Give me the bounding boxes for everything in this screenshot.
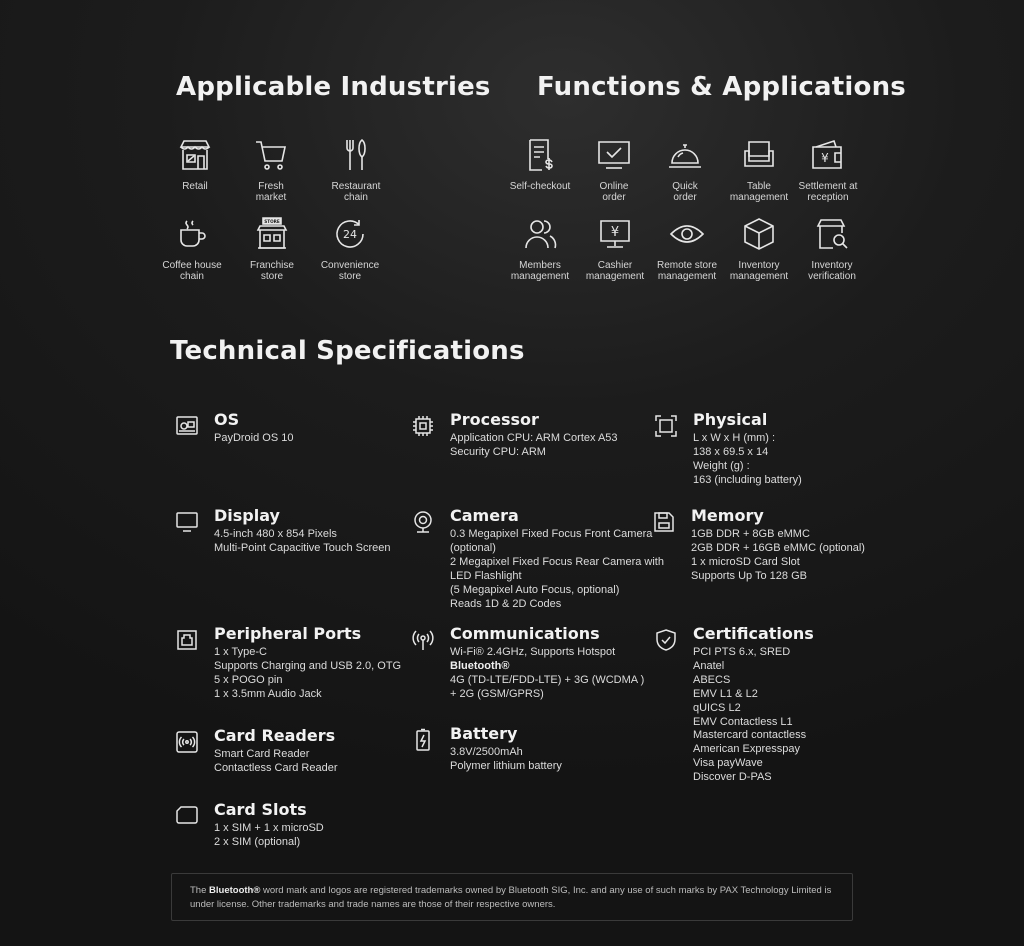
sim-card-icon <box>175 804 199 828</box>
spec-line: Discover D-PAS <box>693 771 772 784</box>
cashier-yen-icon <box>597 216 633 252</box>
port-icon <box>175 628 199 652</box>
clock-24-text: 24 <box>343 228 357 241</box>
monitor-check-icon <box>596 137 632 173</box>
spec-line: PCI PTS 6.x, SRED <box>693 646 791 658</box>
function-label: Table <box>747 181 771 192</box>
spec-line: 3.8V/2500mAh <box>450 746 523 758</box>
processor-icon <box>411 414 435 438</box>
industry-franchise-store <box>232 216 312 282</box>
function-label: Self-checkout <box>509 181 571 192</box>
industry-retail <box>155 137 235 192</box>
spec-line: 4G (TD-LTE/FDD-LTE) + 3G (WCDMA ) <box>450 673 645 686</box>
dimensions-icon <box>654 414 678 438</box>
store-sign-text: STORE <box>264 219 280 224</box>
spec-line: Reads 1D & 2D Codes <box>450 597 562 610</box>
industry-coffee-house <box>152 216 232 282</box>
function-label: management <box>657 271 717 282</box>
spec-line: American Expresspay <box>693 743 800 756</box>
spec-line: Weight (g) : <box>693 459 750 472</box>
trademark-rest: word mark and logos are registered trademarks owned by Bluetooth SIG, Inc. and any use of such marks by PAX Technology Limited is under license. Other trademarks and trade names are those of their respective owners. <box>190 885 832 910</box>
industry-label: Fresh <box>258 181 284 192</box>
function-self-checkout <box>500 137 580 192</box>
spec-title: Certifications <box>693 624 814 643</box>
seat-icon <box>741 137 777 173</box>
function-members <box>500 216 580 282</box>
spec-line: 1GB DDR + 8GB eMMC <box>691 528 810 540</box>
receipt-dollar-icon <box>522 137 558 173</box>
spec-line: 1 x Type-C <box>214 646 267 658</box>
industry-convenience-store <box>310 216 390 282</box>
function-label: Quick <box>672 181 698 192</box>
function-label: Members <box>519 260 561 271</box>
function-online-order <box>574 137 654 203</box>
function-label: Cashier <box>597 260 633 271</box>
industry-label: chain <box>344 192 368 203</box>
spec-line: Polymer lithium battery <box>450 759 562 772</box>
spec-line: 1 x microSD Card Slot <box>691 555 800 568</box>
industry-label: Coffee house <box>162 260 222 271</box>
spec-line: 4.5-inch 480 x 854 Pixels <box>214 528 337 540</box>
spec-title: Camera <box>450 506 519 525</box>
industry-label: store <box>260 271 284 282</box>
spec-title: OS <box>214 410 240 429</box>
spec-title: Peripheral Ports <box>214 624 362 643</box>
spec-line: Supports Up To 128 GB <box>691 569 807 582</box>
function-label: management <box>510 271 570 282</box>
contactless-reader-icon <box>175 730 199 754</box>
trademark-prefix: The <box>190 885 210 896</box>
spec-line: Contactless Card Reader <box>214 761 338 774</box>
spec-line: 138 x 69.5 x 14 <box>693 445 769 458</box>
spec-line: Smart Card Reader <box>214 748 310 760</box>
spec-title: Battery <box>450 724 518 743</box>
function-label: order <box>673 192 697 203</box>
spec-line: 5 x POGO pin <box>214 673 283 686</box>
camera-icon <box>411 510 435 534</box>
spec-title: Communications <box>450 624 600 643</box>
spec-line: EMV Contactless L1 <box>693 715 793 728</box>
industry-label: store <box>338 271 362 282</box>
clock-24-icon <box>332 216 368 252</box>
functions-title: Functions & Applications <box>537 72 906 102</box>
industry-label: Restaurant <box>331 181 381 192</box>
spec-line: (optional) <box>450 541 496 554</box>
function-label: Remote store <box>656 260 718 271</box>
trademark-bold: Bluetooth® <box>209 885 261 896</box>
function-label: Settlement at <box>798 181 858 192</box>
spec-line: Anatel <box>693 659 725 672</box>
function-label: Inventory <box>738 260 780 271</box>
function-inventory-verification <box>792 216 872 282</box>
shield-check-icon <box>654 628 678 652</box>
function-label: order <box>602 192 626 203</box>
cashier-yen-glyph: ¥ <box>610 225 620 240</box>
function-table-management <box>719 137 799 203</box>
spec-line: Visa payWave <box>693 757 763 770</box>
industry-label: Franchise <box>250 260 294 271</box>
trademark-notice <box>171 873 853 921</box>
spec-line: 163 (including battery) <box>693 473 802 486</box>
wallet-yen-glyph: ¥ <box>821 151 829 165</box>
display-icon <box>175 510 199 534</box>
function-label: management <box>585 271 645 282</box>
function-quick-order <box>645 137 725 203</box>
cart-search-icon <box>814 216 850 252</box>
specs-title: Technical Specifications <box>170 336 525 366</box>
spec-title: Card Slots <box>214 800 307 819</box>
spec-line: 1 x 3.5mm Audio Jack <box>214 687 322 700</box>
spec-title: Display <box>214 506 280 525</box>
spec-line: qUICS L2 <box>693 701 741 714</box>
function-label: management <box>729 271 789 282</box>
antenna-icon <box>411 628 435 652</box>
function-label: verification <box>808 271 856 282</box>
function-cashier <box>575 216 655 282</box>
function-label: management <box>729 192 789 203</box>
spec-line: Security CPU: ARM <box>450 445 546 458</box>
spec-title: Memory <box>691 506 764 525</box>
spec-line: 2 Megapixel Fixed Focus Rear Camera with <box>450 555 664 568</box>
spec-title: Physical <box>693 410 768 429</box>
function-label: Inventory <box>811 260 853 271</box>
spec-line: L x W x H (mm) : <box>693 432 776 444</box>
spec-line: Mastercard contactless <box>693 729 807 742</box>
industry-label: Convenience <box>320 260 380 271</box>
industries-title: Applicable Industries <box>176 72 491 102</box>
spec-line: Supports Charging and USB 2.0, OTG <box>214 659 402 672</box>
spec-line: 0.3 Megapixel Fixed Focus Front Camera <box>450 528 653 540</box>
coffee-cup-icon <box>174 216 210 252</box>
function-label: reception <box>807 192 849 203</box>
spec-line: PayDroid OS 10 <box>214 432 294 444</box>
industry-label: chain <box>180 271 204 282</box>
battery-icon <box>411 728 435 752</box>
spec-line: Wi-Fi® 2.4GHz, Supports Hotspot <box>450 646 616 658</box>
spec-line: + 2G (GSM/GPRS) <box>450 687 544 700</box>
spec-title: Card Readers <box>214 726 336 745</box>
trademark-text <box>190 884 840 912</box>
industry-restaurant-chain <box>316 137 396 203</box>
spec-line: 2GB DDR + 16GB eMMC (optional) <box>691 541 865 554</box>
spec-line: Application CPU: ARM Cortex A53 <box>450 432 618 444</box>
industry-label: market <box>255 192 287 203</box>
os-chip-icon <box>175 414 199 438</box>
industry-label: Retail <box>182 181 208 192</box>
function-label: Online <box>599 181 629 192</box>
franchise-store-icon <box>254 216 290 252</box>
eye-icon <box>669 216 705 252</box>
users-icon <box>522 216 558 252</box>
spec-line: EMV L1 & L2 <box>693 687 758 700</box>
function-remote-store <box>647 216 727 282</box>
spec-line: (5 Megapixel Auto Focus, optional) <box>450 583 620 596</box>
spec-line-bluetooth: Bluetooth® <box>450 659 510 672</box>
wallet-yen-icon <box>810 137 846 173</box>
service-bell-icon <box>667 137 703 173</box>
spec-line: LED Flashlight <box>450 569 522 582</box>
spec-line: 2 x SIM (optional) <box>214 835 301 848</box>
spec-title: Processor <box>450 410 539 429</box>
spec-line: 1 x SIM + 1 x microSD <box>214 822 324 834</box>
box-icon <box>741 216 777 252</box>
spec-line: ABECS <box>693 673 731 686</box>
function-settlement <box>788 137 868 203</box>
shopping-cart-icon <box>253 137 289 173</box>
utensils-icon <box>338 137 374 173</box>
memory-card-icon <box>652 510 676 534</box>
spec-line: Multi-Point Capacitive Touch Screen <box>214 541 391 554</box>
industry-fresh-market <box>231 137 311 203</box>
store-icon <box>177 137 213 173</box>
function-inventory-management <box>719 216 799 282</box>
